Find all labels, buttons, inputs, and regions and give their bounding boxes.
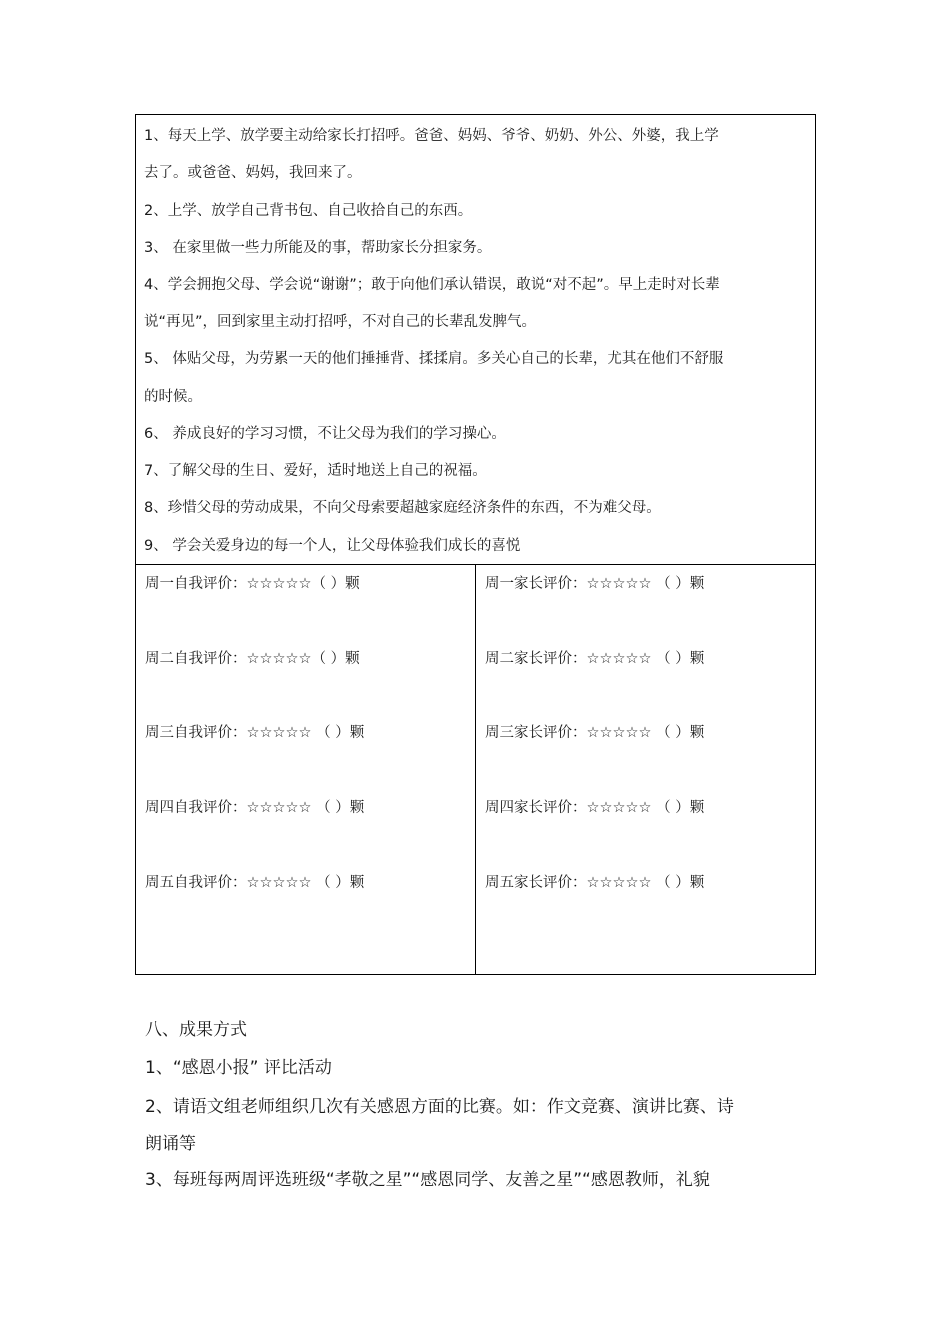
rule-1-line-1: 1、每天上学、放学要主动给家长打招呼。爸爸、妈妈、爷爷、奶奶、外公、外婆，我上学 [144, 128, 719, 144]
self-evaluation-tuesday: 周二自我评价：☆☆☆☆☆（ ）颗 [145, 651, 360, 667]
rule-4-line-2: 说“再见”，回到家里主动打招呼，不对自己的长辈乱发脾气。 [144, 314, 537, 330]
rule-7: 7、了解父母的生日、爱好，适时地送上自己的祝福。 [144, 463, 487, 479]
column-divider [475, 565, 476, 974]
results-item-2-line-1: 2、请语文组老师组织几次有关感恩方面的比赛。如：作文竞赛、演讲比赛、诗 [145, 1097, 734, 1117]
rule-9: 9、 学会关爱身边的每一个人，让父母体验我们成长的喜悦 [144, 538, 521, 554]
rule-3: 3、 在家里做一些力所能及的事，帮助家长分担家务。 [144, 240, 492, 256]
self-evaluation-monday: 周一自我评价：☆☆☆☆☆（ ）颗 [145, 576, 360, 592]
rules-cell [136, 115, 815, 565]
rule-8: 8、珍惜父母的劳动成果，不向父母索要超越家庭经济条件的东西，不为难父母。 [144, 500, 661, 516]
results-item-2-line-2: 朗诵等 [145, 1134, 196, 1154]
self-evaluation-thursday: 周四自我评价：☆☆☆☆☆ （ ）颗 [145, 800, 365, 816]
self-evaluation-friday: 周五自我评价：☆☆☆☆☆ （ ）颗 [145, 875, 365, 891]
rule-6: 6、 养成良好的学习习惯，不让父母为我们的学习操心。 [144, 426, 506, 442]
results-heading: 八、成果方式 [145, 1020, 247, 1040]
parent-evaluation-tuesday: 周二家长评价：☆☆☆☆☆ （ ）颗 [485, 651, 705, 667]
evaluation-table [135, 114, 816, 975]
parent-evaluation-thursday: 周四家长评价：☆☆☆☆☆ （ ）颗 [485, 800, 705, 816]
parent-evaluation-wednesday: 周三家长评价：☆☆☆☆☆ （ ）颗 [485, 725, 705, 741]
parent-evaluation-monday: 周一家长评价：☆☆☆☆☆ （ ）颗 [485, 576, 705, 592]
self-evaluation-wednesday: 周三自我评价：☆☆☆☆☆ （ ）颗 [145, 725, 365, 741]
rule-5-line-1: 5、 体贴父母，为劳累一天的他们捶捶背、揉揉肩。多关心自己的长辈，尤其在他们不舒服 [144, 351, 724, 367]
results-item-3: 3、每班每两周评选班级“孝敬之星”“感恩同学、友善之星”“感恩教师，礼貌 [145, 1170, 710, 1190]
rule-2: 2、上学、放学自己背书包、自己收拾自己的东西。 [144, 203, 473, 219]
rule-5-line-2: 的时候。 [144, 389, 202, 405]
parent-evaluation-friday: 周五家长评价：☆☆☆☆☆ （ ）颗 [485, 875, 705, 891]
rule-4-line-1: 4、学会拥抱父母、学会说“谢谢”；敢于向他们承认错误，敢说“对不起”。早上走时对长辈 [144, 277, 720, 293]
rule-1-line-2: 去了。或爸爸、妈妈，我回来了。 [144, 165, 362, 181]
results-item-1: 1、“感恩小报” 评比活动 [145, 1058, 332, 1078]
